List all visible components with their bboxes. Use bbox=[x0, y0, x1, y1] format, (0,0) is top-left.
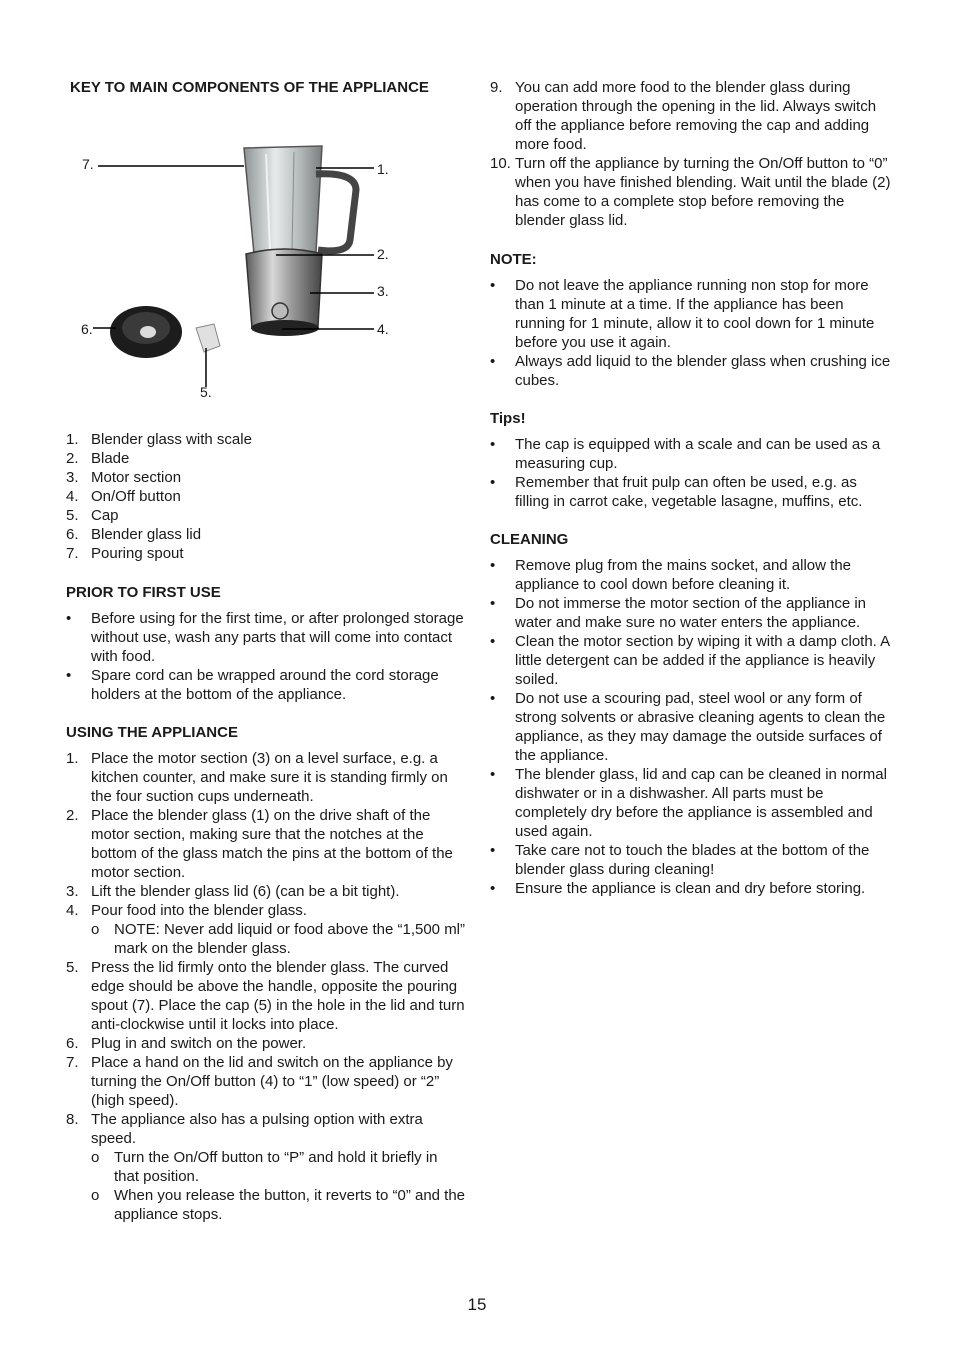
list-item: 10. Turn off the appliance by turning the On/Off button to “0” when you have finished blending. Wait until the blade (2) has come to a complete stop before removing the blender glass lid. bbox=[490, 155, 891, 229]
list-item: 2. Place the blender glass (1) on the drive shaft of the motor section, making sure that the notches at the bottom of the glass match the pins at the bottom of the motor section. bbox=[66, 807, 453, 881]
list-item: 4. Pour food into the blender glass. bbox=[66, 902, 307, 919]
using-list-continued bbox=[490, 78, 892, 230]
list-item: 5. Cap bbox=[66, 507, 119, 524]
list-item: • Do not immerse the motor section of the appliance in water and make sure no water enters the appliance. bbox=[490, 595, 867, 631]
prior-list bbox=[66, 609, 466, 704]
list-item: 7. Pouring spout bbox=[66, 545, 184, 562]
list-item: • Clean the motor section by wiping it with a damp cloth. A little detergent can be added if the appliance is heavily soiled. bbox=[490, 633, 890, 688]
cleaning-heading: CLEANING bbox=[490, 531, 569, 548]
using-list bbox=[66, 749, 466, 1224]
tips-heading: Tips! bbox=[490, 410, 526, 427]
list-item: • Remove plug from the mains socket, and allow the appliance to cool down before cleaning it. bbox=[490, 557, 851, 593]
list-item: • The blender glass, lid and cap can be cleaned in normal dishwater or in a dishwasher. All parts must be completely dry before the appliance is assembled and used again. bbox=[490, 766, 887, 840]
figure-label-1: 1. bbox=[377, 161, 389, 177]
list-item: o Turn the On/Off button to “P” and hold it briefly in that position. bbox=[91, 1149, 438, 1185]
key-heading: KEY TO MAIN COMPONENTS OF THE APPLIANCE bbox=[70, 79, 429, 96]
cleaning-list bbox=[490, 556, 892, 898]
tips-list bbox=[490, 435, 892, 511]
list-item: 6. Plug in and switch on the power. bbox=[66, 1035, 307, 1052]
figure-label-7: 7. bbox=[82, 156, 94, 172]
list-item: • Do not leave the appliance running non stop for more than 1 minute at a time. If the appliance has been running for 1 minute, allow it to cool down for 1 minute before you use it again. bbox=[490, 277, 875, 351]
figure-label-4: 4. bbox=[377, 321, 389, 337]
list-item: o When you release the button, it reverts to “0” and the appliance stops. bbox=[91, 1187, 466, 1223]
components-list bbox=[66, 430, 466, 563]
list-item: • The cap is equipped with a scale and can be used as a measuring cup. bbox=[490, 436, 881, 472]
list-item: 9. You can add more food to the blender glass during operation through the opening in the lid. Always switch off the appliance before removing the cap and adding more food. bbox=[490, 79, 877, 153]
list-item: 1. Place the motor section (3) on a level surface, e.g. a kitchen counter, and make sure it is standing firmly on the four suction cups underneath. bbox=[66, 750, 448, 805]
list-item: • Remember that fruit pulp can often be used, e.g. as filling in carrot cake, vegetable lasagne, muffins, etc. bbox=[490, 474, 863, 510]
figure-label-6: 6. bbox=[81, 321, 93, 337]
list-item: • Take care not to touch the blades at the bottom of the blender glass during cleaning! bbox=[490, 842, 870, 878]
list-item: • Ensure the appliance is clean and dry before storing. bbox=[490, 880, 866, 897]
list-item: • Before using for the first time, or after prolonged storage without use, wash any parts that will come into contact with food. bbox=[66, 610, 464, 665]
page-number: 15 bbox=[467, 1295, 487, 1314]
list-item: 5. Press the lid firmly onto the blender glass. The curved edge should be above the handle, opposite the pouring spout (7). Place the cap (5) in the hole in the lid and turn anti-clockwise until it locks into place. bbox=[66, 959, 465, 1033]
note-list bbox=[490, 276, 892, 390]
list-item: 2. Blade bbox=[66, 450, 130, 467]
list-item: 3. Lift the blender glass lid (6) (can be a bit tight). bbox=[66, 883, 400, 900]
list-item: o NOTE: Never add liquid or food above the “1,500 ml” mark on the blender glass. bbox=[91, 921, 466, 957]
list-item: 4. On/Off button bbox=[66, 488, 181, 505]
note-heading: NOTE: bbox=[490, 251, 537, 268]
right-column bbox=[490, 78, 892, 898]
figure-label-3: 3. bbox=[377, 283, 389, 299]
left-column bbox=[66, 78, 466, 1224]
blender-illustration bbox=[66, 104, 466, 394]
list-item: 8. The appliance also has a pulsing option with extra speed. bbox=[66, 1111, 423, 1147]
list-item: • Spare cord can be wrapped around the cord storage holders at the bottom of the appliance. bbox=[66, 667, 439, 703]
figure-label-2: 2. bbox=[377, 246, 389, 262]
blender-figure bbox=[66, 104, 466, 400]
list-item: • Always add liquid to the blender glass when crushing ice cubes. bbox=[490, 353, 891, 389]
list-item: 1. Blender glass with scale bbox=[66, 431, 252, 448]
using-heading: USING THE APPLIANCE bbox=[66, 724, 238, 741]
list-item: • Do not use a scouring pad, steel wool or any form of strong solvents or abrasive cleaning agents to clean the appliance, as they may damage the outside surfaces of the appliance. bbox=[490, 690, 886, 764]
list-item: 6. Blender glass lid bbox=[66, 526, 202, 543]
figure-label-5: 5. bbox=[200, 384, 212, 400]
list-item: 7. Place a hand on the lid and switch on the appliance by turning the On/Off button (4) to “1” (low speed) or “2” (high speed). bbox=[66, 1054, 453, 1109]
prior-heading: PRIOR TO FIRST USE bbox=[66, 584, 221, 601]
list-item: 3. Motor section bbox=[66, 469, 182, 486]
